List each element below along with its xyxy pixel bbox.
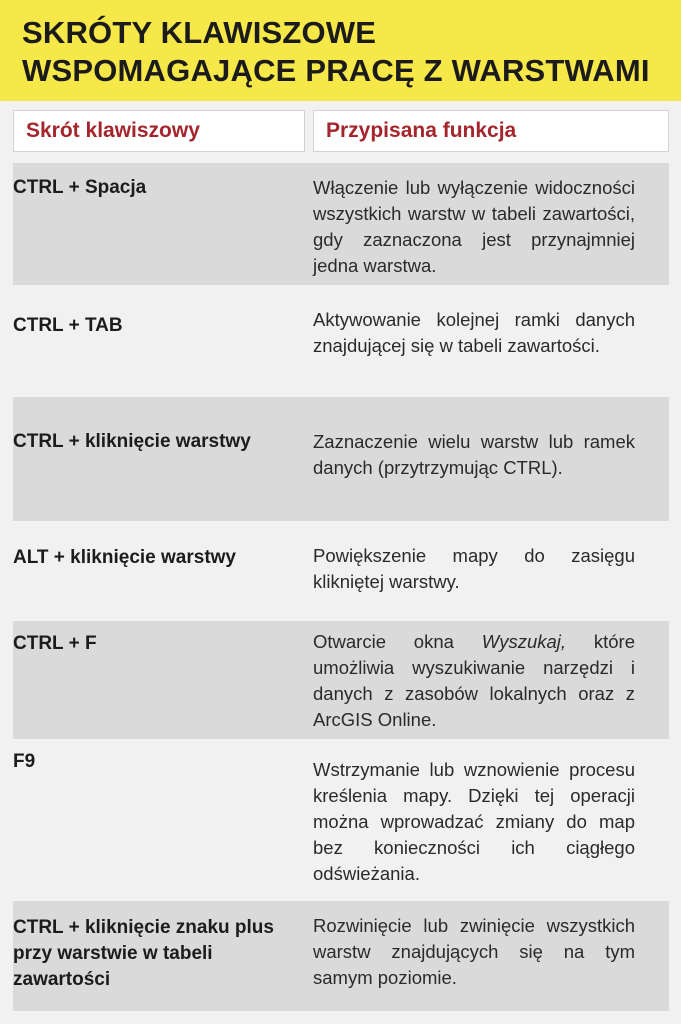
shortcut-key: CTRL + Spacja xyxy=(13,177,147,198)
description-text: Otwarcie okna xyxy=(313,631,482,652)
title-line-1: SKRÓTY KLAWISZOWE xyxy=(22,15,377,50)
shortcut-description xyxy=(313,629,635,733)
shortcut-key: ALT + kliknięcie warstwy xyxy=(13,547,236,568)
shortcut-key: CTRL + kliknięcie warstwy xyxy=(13,431,251,452)
column-header-function: Przypisana funkcja xyxy=(313,110,669,152)
shortcut-key: CTRL + kliknięcie znaku plus przy warstwie w tabeli zawartości xyxy=(13,917,274,990)
shortcut-description: Włączenie lub wyłączenie widoczności wszystkich warstw w tabeli zawartości, gdy zaznaczona jest przynajmniej jedna warstwa. xyxy=(313,177,635,276)
shortcut-description: Zaznaczenie wielu warstw lub ramek danych (przytrzymując CTRL). xyxy=(313,431,635,478)
description-text: które umożliwia wyszukiwanie narzędzi i danych z zasobów lokalnych oraz z ArcGIS Online. xyxy=(313,631,635,730)
shortcut-description: Powiększenie mapy do zasięgu klikniętej warstwy. xyxy=(313,545,635,592)
shortcut-key: CTRL + F xyxy=(13,633,97,654)
shortcut-key: F9 xyxy=(13,751,36,772)
title-banner xyxy=(0,0,681,101)
description-italic: Wyszukaj, xyxy=(481,631,567,652)
shortcut-description: Rozwinięcie lub zwinięcie wszystkich warstw znajdujących się na tym samym poziomie. xyxy=(313,915,635,988)
shortcut-description: Aktywowanie kolejnej ramki danych znajdującej się w tabeli zawartości. xyxy=(313,309,635,356)
shortcut-key: CTRL + TAB xyxy=(13,315,123,336)
column-header-shortcut: Skrót klawiszowy xyxy=(13,110,305,152)
shortcut-description: Wstrzymanie lub wznowienie procesu kreślenia mapy. Dzięki tej operacji można wprowadzać zmiany do map bez konieczności ich ciągłego odświeżania. xyxy=(313,759,635,884)
title-line-2: WSPOMAGAJĄCE PRACĘ Z WARSTWAMI xyxy=(22,53,650,88)
